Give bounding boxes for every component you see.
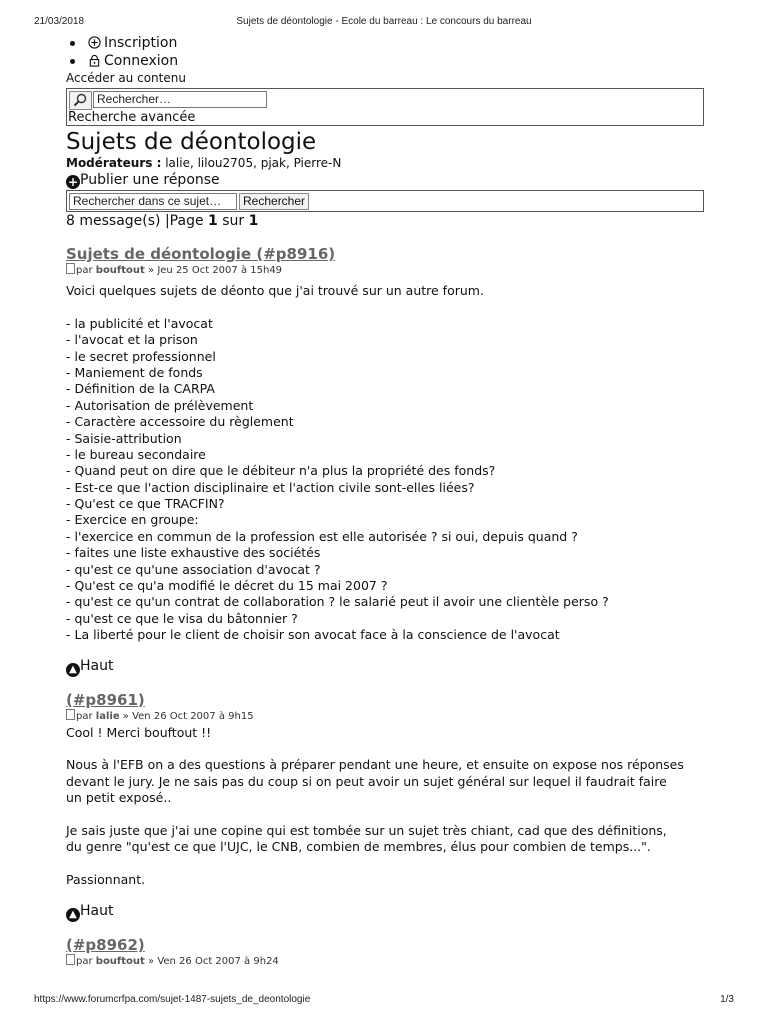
moderators bbox=[66, 156, 706, 171]
print-page-number: 1/3 bbox=[720, 994, 734, 1005]
chevron-up-icon: ▲ bbox=[66, 908, 80, 922]
post-line: - la publicité et l'avocat bbox=[66, 315, 213, 331]
topic-search-input[interactable]: Rechercher dans ce sujet… bbox=[69, 193, 237, 210]
search-box bbox=[66, 88, 704, 126]
search-input[interactable]: Rechercher… bbox=[93, 91, 267, 108]
post-paragraph bbox=[66, 872, 706, 888]
moderators-list: lalie, lilou2705, pjak, Pierre-N bbox=[165, 156, 342, 170]
post-date: » Ven 26 Oct 2007 à 9h24 bbox=[148, 956, 279, 967]
post-icon bbox=[66, 954, 75, 965]
post-anchor: (#p8962) bbox=[66, 936, 145, 954]
chevron-up-icon: ▲ bbox=[66, 663, 80, 677]
meta-prefix: par bbox=[76, 710, 93, 722]
post-line: - qu'est ce qu'un contrat de collaboration ? le salarié peut il avoir une clientèle perso ? bbox=[66, 594, 609, 610]
post-line: - Saisie-attribution bbox=[66, 430, 182, 446]
nav-item-connexion[interactable] bbox=[66, 52, 706, 70]
print-url: https://www.forumcrfpa.com/sujet-1487-sujets_de_deontologie bbox=[34, 994, 311, 1005]
post-date: » Ven 26 Oct 2007 à 9h15 bbox=[122, 710, 254, 722]
post-line: - Exercice en groupe: bbox=[66, 512, 199, 528]
post-line: - Définition de la CARPA bbox=[66, 381, 215, 397]
post-date: » Jeu 25 Oct 2007 à 15h49 bbox=[148, 265, 283, 276]
post-title-link[interactable] bbox=[66, 691, 145, 709]
post bbox=[66, 935, 706, 968]
print-header bbox=[34, 16, 734, 30]
page-separator: sur bbox=[222, 213, 245, 229]
post-title: Sujets de déontologie bbox=[66, 245, 252, 263]
nav-item-label: Connexion bbox=[104, 53, 179, 69]
post-meta bbox=[66, 709, 706, 723]
post-line: Je sais juste que j'ai une copine qui est tombée sur un sujet très chiant, cad que des définitions, bbox=[66, 823, 667, 838]
topic-search-box bbox=[66, 190, 704, 212]
post-line: - Qu'est ce que TRACFIN? bbox=[66, 496, 225, 512]
post-line: - Autorisation de prélèvement bbox=[66, 397, 254, 413]
post-line: - l'avocat et la prison bbox=[66, 332, 198, 348]
post-list bbox=[66, 316, 706, 644]
post-line: - La liberté pour le client de choisir son avocat face à la conscience de l'avocat bbox=[66, 627, 560, 643]
page-content bbox=[66, 34, 706, 968]
nav-list bbox=[66, 34, 706, 70]
page-prefix: |Page bbox=[164, 213, 204, 229]
post-icon bbox=[66, 263, 75, 274]
page-current: 1 bbox=[208, 213, 218, 229]
post-line: Passionnant. bbox=[66, 872, 146, 888]
search-icon bbox=[73, 93, 87, 107]
message-count: 8 message(s) bbox=[66, 213, 161, 229]
back-to-top-label: Haut bbox=[80, 657, 114, 674]
post-line: devant le jury. Je ne sais pas du coup si on peut avoir un sujet général sur lequel il faudrait faire bbox=[66, 773, 667, 789]
print-date: 21/03/2018 bbox=[34, 16, 85, 27]
post-line: un petit exposé.. bbox=[66, 790, 172, 806]
page-title: Sujets de déontologie bbox=[66, 129, 317, 155]
post-content bbox=[66, 283, 706, 644]
print-footer bbox=[34, 994, 734, 1008]
post-line: - le bureau secondaire bbox=[66, 446, 206, 462]
post-paragraph bbox=[66, 725, 706, 741]
post-line: - Est-ce que l'action disciplinaire et l'action civile sont-elles liées? bbox=[66, 479, 475, 495]
post-line: - Quand peut on dire que le débiteur n'a plus la propriété des fonds? bbox=[66, 463, 496, 479]
post-reply-label: Publier une réponse bbox=[80, 172, 220, 188]
post-title-link[interactable] bbox=[66, 245, 335, 263]
skip-to-content-link[interactable]: Accéder au contenu bbox=[66, 71, 186, 85]
post-line: Nous à l'EFB on a des questions à préparer pendant une heure, et ensuite on expose nos réponses bbox=[66, 757, 684, 773]
back-to-top-label: Haut bbox=[80, 903, 114, 919]
nav-item-label: Inscription bbox=[104, 35, 178, 51]
search-button[interactable] bbox=[69, 91, 92, 110]
blank-line bbox=[66, 299, 706, 315]
post-line: - Maniement de fonds bbox=[66, 364, 203, 380]
post-author[interactable]: lalie bbox=[95, 710, 120, 722]
nav-item-inscription[interactable] bbox=[66, 34, 706, 52]
post-line: du genre "qu'est ce que l'UJC, le CNB, combien de membres, élus pour combien de temps...". bbox=[66, 839, 651, 855]
plus-circle-icon bbox=[88, 36, 101, 49]
post-intro: Voici quelques sujets de déonto que j'ai trouvé sur un autre forum. bbox=[66, 283, 484, 298]
lock-icon bbox=[88, 54, 101, 67]
post-anchor: (#p8961) bbox=[66, 690, 145, 709]
post-line: - l'exercice en commun de la profession est elle autorisée ? si oui, depuis quand ? bbox=[66, 528, 578, 544]
post-paragraph bbox=[66, 823, 706, 856]
post-meta bbox=[66, 954, 706, 968]
post-meta bbox=[66, 263, 706, 277]
post-content bbox=[66, 725, 706, 889]
post-reply-button[interactable] bbox=[66, 172, 706, 189]
post-title-link[interactable] bbox=[66, 936, 145, 954]
post-line: - faites une liste exhaustive des sociétés bbox=[66, 545, 321, 561]
post-paragraph bbox=[66, 757, 706, 806]
page-total: 1 bbox=[248, 213, 259, 229]
back-to-top-link[interactable] bbox=[66, 903, 706, 922]
pagination bbox=[66, 212, 706, 230]
post bbox=[66, 244, 706, 677]
post bbox=[66, 690, 706, 922]
post-author[interactable]: bouftout bbox=[95, 265, 145, 276]
post-icon bbox=[66, 709, 75, 720]
print-title: Sujets de déontologie - Ecole du barreau : Le concours du barreau bbox=[236, 16, 532, 27]
post-line: - Qu'est ce qu'a modifié le décret du 15 mai 2007 ? bbox=[66, 578, 388, 594]
post-line: - qu'est ce que le visa du bâtonnier ? bbox=[66, 610, 298, 626]
meta-prefix: par bbox=[76, 265, 93, 276]
plus-circle-icon: + bbox=[67, 175, 79, 189]
post-anchor: (#p8916) bbox=[256, 245, 336, 263]
post-line: - qu'est ce qu'une association d'avocat ? bbox=[66, 561, 321, 577]
topic-search-button[interactable]: Rechercher bbox=[239, 193, 309, 210]
moderators-label: Modérateurs : bbox=[66, 156, 162, 170]
post-author[interactable]: bouftout bbox=[95, 956, 145, 967]
post-line: Cool ! Merci bouftout !! bbox=[66, 724, 212, 740]
advanced-search-link[interactable]: Recherche avancée bbox=[68, 110, 196, 125]
back-to-top-link[interactable] bbox=[66, 658, 706, 677]
meta-prefix: par bbox=[76, 956, 93, 967]
post-line: - Caractère accessoire du règlement bbox=[66, 414, 294, 430]
post-line: - le secret professionnel bbox=[66, 348, 216, 364]
